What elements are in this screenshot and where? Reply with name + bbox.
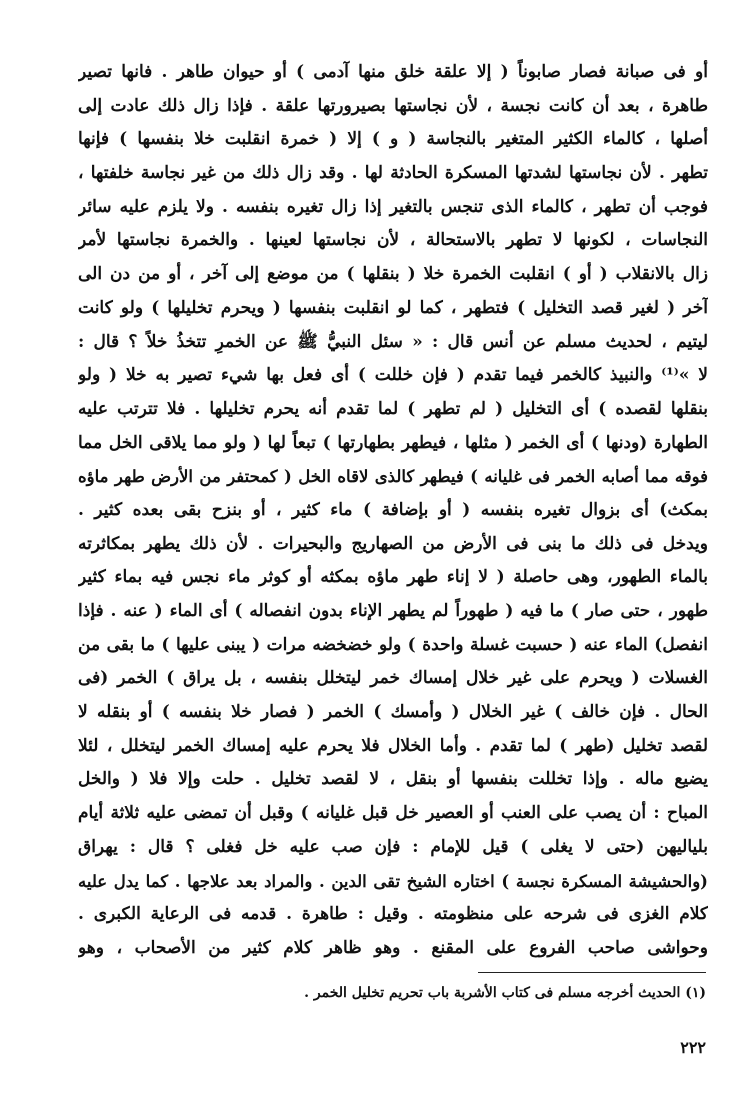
text-line: بنقلها لقصده ) أى التخليل ( لم تطهر ) لما تقدم أنه يحرم تخليلها . فلا تترتب عليه	[78, 398, 708, 419]
text-line: كلام الغزى فى شرحه على منظومته . وقيل : طاهرة . قدمه فى الرعاية الكبرى .	[78, 904, 708, 925]
text-line: وحواشى صاحب الفروع على المقنع . وهو ظاهر كلام كثير من الأصحاب ، وهو	[78, 937, 708, 958]
text-line: انفصل) الماء عنه ( حسبت غسلة واحدة ) ولو خضخضه مرات ( يبنى عليها ) ما بقى من	[78, 634, 708, 655]
text-line: بالماء الطهور، وهى حاصلة ( لا إناء طهر ماؤه بمكثه أو كوثر ماء نجس فيه بماء كثير	[78, 567, 708, 588]
text-line: لا »⁽¹⁾ والنبيذ كالخمر فيما تقدم ( فإن خللت ) أى فعل بها شيء تصير به خلا ( ولو	[78, 365, 708, 386]
main-text	[78, 56, 708, 966]
text-line: الغسلات ( ويحرم على غير خلال إمساك خمر ليتخلل بنفسه ، بل يراق ) الخمر (فى	[78, 668, 708, 689]
text-line: الحال . فإن خالف ) غير الخلال ( وأمسك ) الخمر ( فصار خلا بنفسه ) أو بنقله لا	[78, 702, 708, 723]
text-line: فوقه مما أصابه الخمر فى غليانه ) فيطهر كالذى لاقاه الخل ( كمحتفر من الأرض طهر ماؤه	[78, 467, 708, 487]
text-line: ويدخل فى ذلك ما بنى فى الأرض من الصهاريج والبحيرات . لأن ذلك يطهر بمكاثرته	[78, 533, 708, 554]
text-line: لقصد تخليل (طهر ) لما تقدم . وأما الخلال فلا يحرم عليه إمساك الخمر ليتخلل ، لئلا	[78, 735, 708, 756]
text-line: النجاسات ، لكونها لا تطهر بالاستحالة ، لأن نجاستها لعينها . والخمرة نجاستها لأمر	[78, 230, 708, 251]
text-line: طاهرة ، بعد أن كانت نجسة ، لأن نجاستها بصيرورتها علقة . فإذا زال ذلك عادت إلى	[78, 95, 708, 116]
text-line: (والحشيشة المسكرة نجسة ) اختاره الشيخ تقى الدين . والمراد بعد علاجها . كما يدل عليه	[78, 871, 708, 891]
text-line: فوجب أن تطهر ، كالماء الذى تنجس بالتغير إذا زال تغيره بنفسه . ولا يلزم عليه سائر	[78, 196, 708, 217]
text-line: الطهارة (ودنها ) أى الخمر ( مثلها ، فيطهر بطهارتها ) تبعاً لها ( ولو مما يلاقى الخل مما	[78, 432, 708, 453]
text-line: ليتيم ، لحديث مسلم عن أنس قال : « سئل النبيُّ ﷺ عن الخمرِ تتخذُ خلاً ؟ قال :	[78, 331, 708, 352]
text-line: يضيع ماله . وإذا تخللت بنفسها أو بنقل ، لا لقصد تخليل . حلت وإلا فلا ( والخل	[78, 769, 708, 790]
text-line: أو فى صبانة فصار صابوناً ( إلا علقة خلق منها آدمى ) أو حيوان طاهر . فانها تصير	[78, 62, 708, 82]
page-number: ٢٢٢	[680, 1038, 706, 1057]
text-line: طهور ، حتى صار ) ما فيه ( طهوراً لم يطهر الإناء بدون انفصاله ) أى الماء ( عنه . فإذا	[78, 601, 708, 621]
text-line: أصلها ، كالماء الكثير المتغير بالنجاسة ( و ) إلا ( خمرة انقلبت خلا بنفسها ) فإنها	[78, 129, 708, 150]
text-line: بمكث) أى بزوال تغيره بنفسه ( أو بإضافة ) ماء كثير ، أو بنزح بقى بعده كثير .	[78, 499, 708, 520]
text-line: بلياليهن (حتى لا يغلى ) قيل للإمام : فإن صب عليه خل فغلى ؟ قال : يهراق	[78, 836, 708, 857]
text-line: تطهر . لأن نجاستها لشدتها المسكرة الحادثة لها . وقد زال ذلك من غير نجاسة خلفتها ،	[78, 163, 708, 184]
text-line: زال بالانقلاب ( أو ) انقلبت الخمرة خلا ( بنقلها ) من موضع إلى آخر ، أو من دن الى	[78, 264, 708, 285]
footnote-divider	[478, 972, 706, 973]
text-line: المباح : أن يصب على العنب أو العصير خل قبل غليانه ) وقبل أن تمضى عليه ثلاثة أيام	[78, 803, 708, 824]
text-line: آخر ( لغير قصد التخليل ) فتطهر ، كما لو انقلبت بنفسها ( ويحرم تخليلها ) ولو كانت	[78, 297, 708, 318]
footnote: (١) الحديث أخرجه مسلم فى كتاب الأشربة باب تحريم تخليل الخمر .	[304, 985, 706, 1001]
